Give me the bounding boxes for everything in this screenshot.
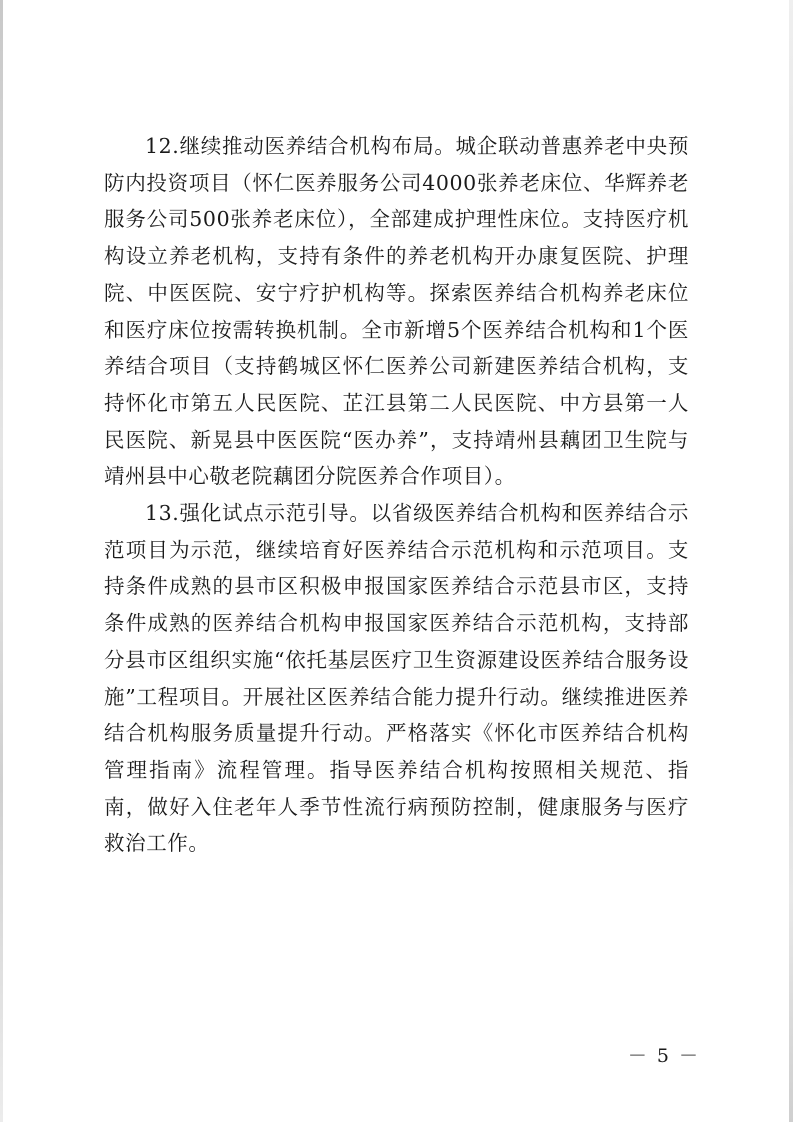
paragraph-13: 13.强化试点示范引导。以省级医养结合机构和医养结合示范项目为示范，继续培育好医养结合示范机构和示范项目。支持条件成熟的县市区积极申报国家医养结合示范县市区，支持条件成熟的医养结合机构申报国家医养结合示范机构，支持部分县市区组织实施“依托基层医疗卫生资源建设医养结合服务设施”工程项目。开展社区医养结合能力提升行动。继续推进医养结合机构服务质量提升行动。严格落实《怀化市医养结合机构管理指南》流程管理。指导医养结合机构按照相关规范、指南，做好入住老年人季节性流行病预防控制，健康服务与医疗救治工作。 — [104, 501, 689, 856]
page-number: － 5 － — [627, 1045, 700, 1067]
scan-edge-left — [0, 0, 3, 1122]
document-body — [104, 128, 689, 862]
scan-edge-right — [789, 0, 793, 1122]
paragraph-12: 12.继续推动医养结合机构布局。城企联动普惠养老中央预防内投资项目（怀仁医养服务公司4000张养老床位、华辉养老服务公司500张养老床位），全部建成护理性床位。支持医疗机构设立养老机构，支持有条件的养老机构开办康复医院、护理院、中医医院、安宁疗护机构等。探索医养结合机构养老床位和医疗床位按需转换机制。全市新增5个医养结合机构和1个医养结合项目（支持鹤城区怀仁医养公司新建医养结合机构，支持怀化市第五人民医院、芷江县第二人民医院、中方县第一人民医院、新晃县中医医院“医办养”，支持靖州县藕团卫生院与靖州县中心敬老院藕团分院医养合作项目）。 — [104, 134, 689, 489]
